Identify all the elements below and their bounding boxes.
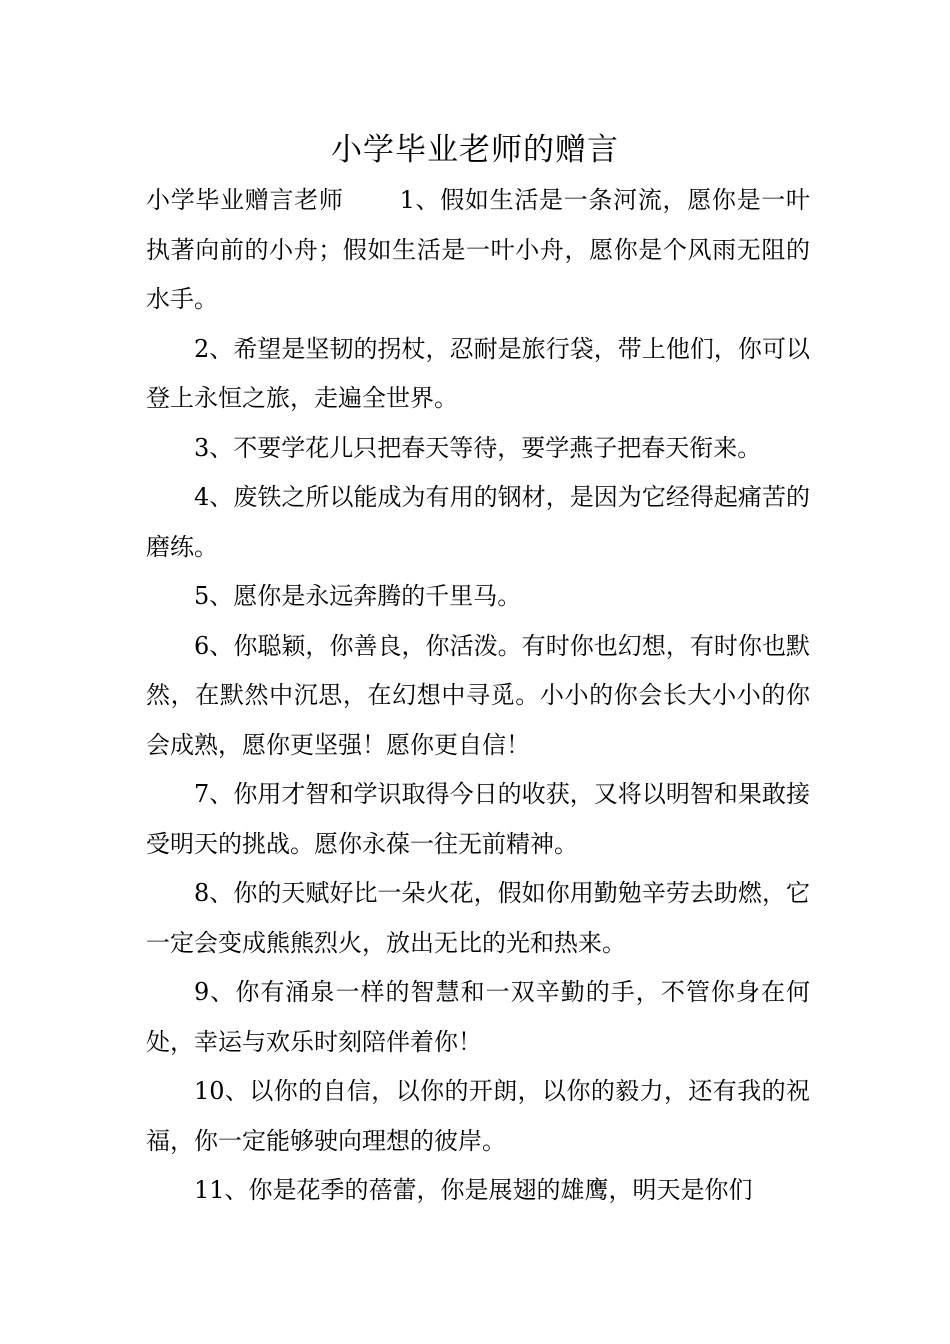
paragraph-4: 4、废铁之所以能成为有用的钢材，是因为它经得起痛苦的磨练。 [146,483,810,561]
paragraph-11: 11、你是花季的蓓蕾，你是展翅的雄鹰，明天是你们 [194,1176,753,1204]
paragraph-10: 10、以你的自信，以你的开朗，以你的毅力，还有我的祝福，你一定能够驶向理想的彼岸。 [146,1077,810,1155]
document-title: 小学毕业老师的赠言 [331,132,619,168]
paragraph-6: 6、你聪颖，你善良，你活泼。有时你也幻想，有时你也默然，在默然中沉思，在幻想中寻觅。小小的你会长大小小的你会成熟，愿你更坚强！愿你更自信！ [146,631,810,759]
paragraph-1 [146,176,810,325]
paragraph-7: 7、你用才智和学识取得今日的收获，又将以明智和果敢接受明天的挑战。愿你永葆一往无前精神。 [146,780,810,858]
paragraph-8: 8、你的天赋好比一朵火花，假如你用勤勉辛劳去助燃，它一定会变成熊熊烈火，放出无比的光和热来。 [146,879,810,957]
paragraph-text: 1、假如生活是一条河流，愿你是一叶执著向前的小舟；假如生活是一叶小舟，愿你是个风雨无阻的水手。 [146,186,810,313]
paragraph-3: 3、不要学花儿只把春天等待，要学燕子把春天衔来。 [194,433,762,462]
paragraph-2: 2、希望是坚韧的拐杖，忍耐是旅行袋，带上他们，你可以登上永恒之旅，走遍全世界。 [146,334,810,412]
intro-label: 小学毕业赠言老师 [146,186,344,214]
paragraph-9: 9、你有涌泉一样的智慧和一双辛勤的手，不管你身在何处，幸运与欢乐时刻陪伴着你！ [146,978,810,1056]
paragraph-5: 5、愿你是永远奔腾的千里马。 [194,582,522,610]
document-body [146,176,810,1216]
